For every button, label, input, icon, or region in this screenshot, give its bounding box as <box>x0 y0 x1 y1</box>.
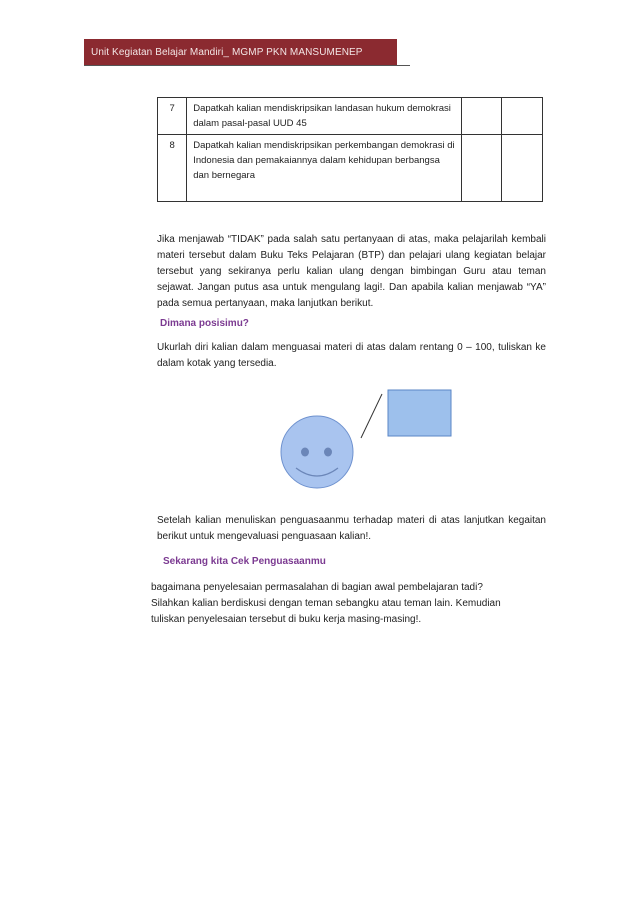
smiley-eye-left-icon <box>301 448 309 457</box>
after-measure-paragraph: Setelah kalian menuliskan penguasaanmu terhadap materi di atas lanjutkan kegaitan berikut untuk mengevaluasi penguasaan kalian!. <box>157 515 546 542</box>
row-number: 8 <box>158 135 187 202</box>
callout-line <box>361 394 382 438</box>
score-input-box <box>388 390 451 436</box>
discussion-paragraph: bagaimana penyelesaian permasalahan di bagian awal pembelajaran tadi? Silahkan kalian berdiskusi dengan teman sebangku atau teman lain. Kemudian tuliskan penyelesaian tersebut di buku kerja masing-masing!. <box>151 582 501 625</box>
section-heading-position: Dimana posisimu? <box>160 318 249 329</box>
smiley-face-icon <box>281 416 353 488</box>
smiley-eye-right-icon <box>324 448 332 457</box>
question-text: Dapatkah kalian mendiskripsikan landasan hukum demokrasi dalam pasal-pasal UUD 45 <box>187 98 461 135</box>
row-number: 7 <box>158 98 187 135</box>
page-header <box>84 39 397 65</box>
answer-no-cell[interactable] <box>502 98 543 135</box>
section-heading-check: Sekarang kita Cek Penguasaanmu <box>163 556 326 567</box>
answer-no-cell[interactable] <box>502 135 543 202</box>
smiley-illustration <box>270 380 470 500</box>
answer-yes-cell[interactable] <box>461 135 502 202</box>
header-title: Unit Kegiatan Belajar Mandiri_ MGMP PKN MANSUMENEP <box>91 46 363 58</box>
measure-instruction: Ukurlah diri kalian dalam menguasai materi di atas dalam rentang 0 – 100, tuliskan ke dalam kotak yang tersedia. <box>157 342 546 369</box>
header-underline <box>84 65 410 66</box>
self-assessment-table <box>157 97 543 202</box>
question-text: Dapatkah kalian mendiskripsikan perkembangan demokrasi di Indonesia dan pemakaiannya dalam kehidupan berbangsa dan bernegara <box>187 135 461 202</box>
table-row <box>158 98 543 135</box>
instruction-paragraph: Jika menjawab “TIDAK” pada salah satu pertanyaan di atas, maka pelajarilah kembali materi tersebut dalam Buku Teks Pelajaran (BTP) dan pelajari ulang kegiatan belajar tersebut yang sekiranya perlu kalian ulang dengan bimbingan Guru atau teman sejawat. Jangan putus asa untuk mengulang lagi!. Dan apabila kalian menjawab “YA” pada semua pertanyaan, maka lanjutkan berikut. <box>157 234 546 309</box>
table-row <box>158 135 543 202</box>
answer-yes-cell[interactable] <box>461 98 502 135</box>
